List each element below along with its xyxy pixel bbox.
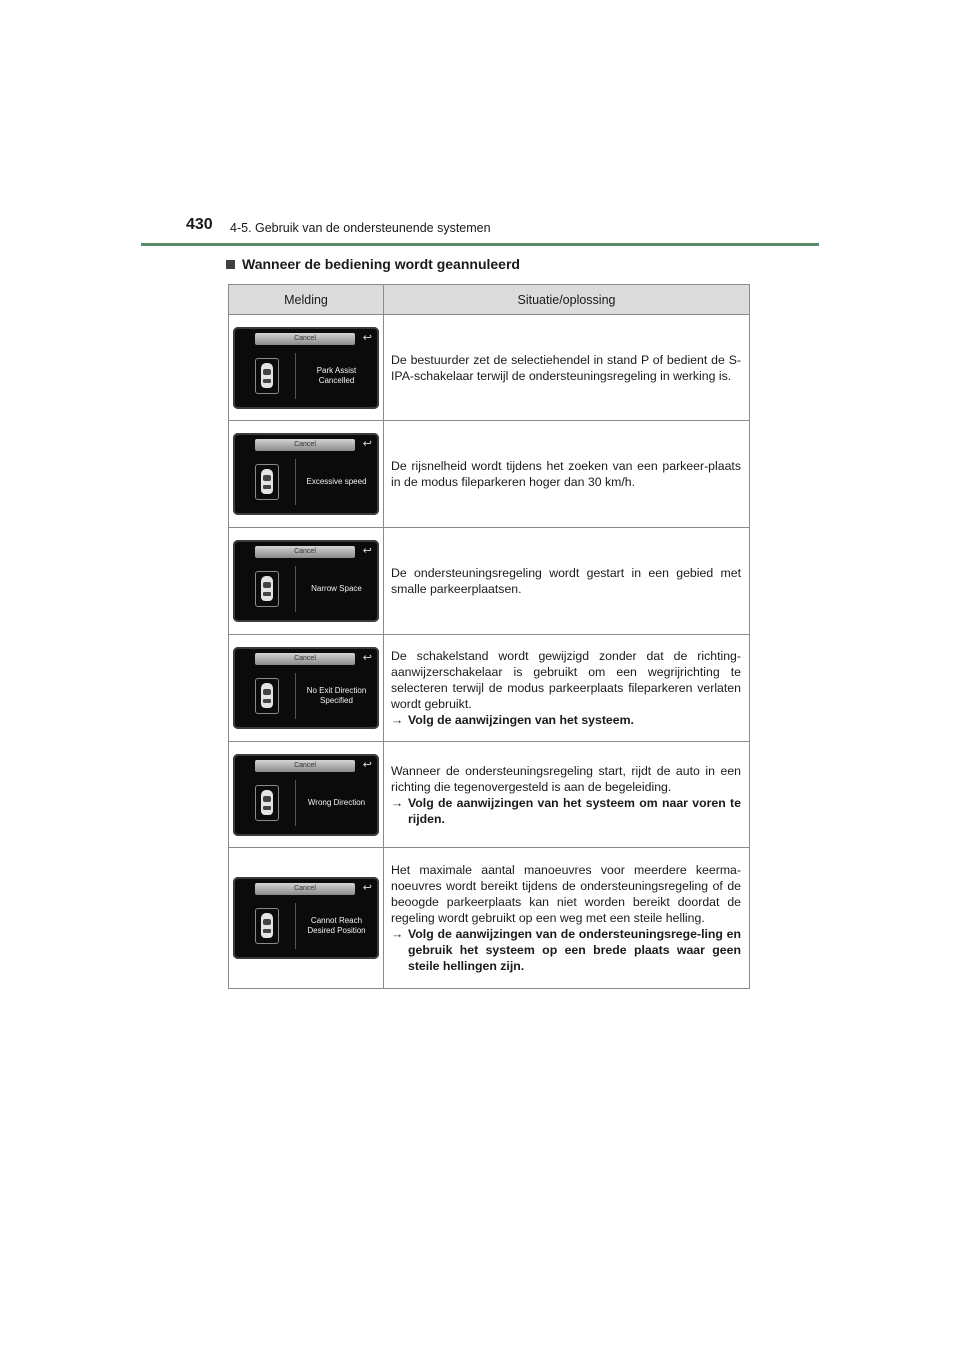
back-icon: ↩ (362, 545, 372, 557)
table-row (229, 848, 750, 989)
screen-message: Park Assist Cancelled (316, 365, 357, 385)
screen-message: Excessive speed (306, 477, 367, 486)
screen-message: Wrong Direction (307, 797, 366, 807)
section-heading-text: Wanneer de bediening wordt geannuleerd (242, 256, 520, 272)
situation-cell (384, 742, 750, 848)
car-icon (261, 576, 273, 601)
back-icon: ↩ (362, 882, 372, 894)
table-header-row (229, 285, 750, 315)
table-row (229, 421, 750, 528)
situation-text: De bestuurder zet de selectiehendel in stand P of bedient de S-IPA-schakelaar terwijl de ondersteuningsregeling in werking is. (391, 352, 741, 383)
display-screen (233, 754, 379, 836)
situation-cell (384, 315, 750, 421)
header-divider (141, 243, 819, 246)
situation-cell (384, 528, 750, 635)
chapter-title: 4-5. Gebruik van de ondersteunende systemen (230, 221, 491, 235)
action-text: Volg de aanwijzingen van het systeem om naar voren te rijden. (408, 795, 741, 826)
back-icon: ↩ (362, 652, 372, 664)
car-frame (255, 678, 279, 714)
display-screen (233, 540, 379, 622)
car-icon (261, 683, 273, 708)
car-frame (255, 908, 279, 944)
screen-cell (229, 635, 384, 742)
action-instruction (391, 795, 741, 827)
section-heading (226, 256, 520, 272)
arrow-icon: → (391, 795, 404, 810)
situation-cell (384, 848, 750, 989)
situation-text: De rijsnelheid wordt tijdens het zoeken van een parkeer-plaats in de modus fileparkeren hoger dan 30 km/h. (391, 459, 741, 489)
screen-cell (229, 528, 384, 635)
situation-text: De ondersteuningsregeling wordt gestart in een gebied met smalle parkeerplaatsen. (391, 566, 741, 596)
table-row (229, 315, 750, 421)
back-icon: ↩ (362, 331, 372, 344)
display-screen (233, 327, 379, 409)
car-icon (261, 790, 273, 815)
car-icon (261, 363, 273, 388)
situation-text: Het maximale aantal manoeuvres voor meerdere keerma-noeuvres wordt bereikt tijdens de ondersteuningsregeling of de beoogde parkeerplaats kan niet worden bereikt doordat de regeling wordt gebruikt op een weg met een steile helling. (391, 863, 741, 925)
table-row (229, 528, 750, 635)
car-icon (261, 913, 273, 938)
arrow-icon: → (391, 713, 404, 727)
car-icon (261, 469, 273, 494)
cancel-bar: Cancel (255, 439, 355, 451)
back-icon: ↩ (362, 438, 372, 450)
action-instruction (391, 926, 741, 974)
message-table (228, 284, 750, 989)
display-screen (233, 877, 379, 959)
action-text: Volg de aanwijzingen van het systeem. (408, 713, 634, 727)
situation-text: Wanneer de ondersteuningsregeling start, rijdt de auto in een richting die tegenovergesteld is aan de begeleiding. (391, 763, 741, 794)
screen-message: Cannot Reach Desired Position (307, 916, 366, 935)
display-screen (233, 647, 379, 729)
square-bullet-icon (226, 260, 235, 269)
car-frame (255, 464, 279, 500)
screen-message: Narrow Space (311, 584, 362, 593)
screen-cell (229, 742, 384, 848)
cancel-bar: Cancel (255, 883, 355, 895)
screen-cell (229, 848, 384, 989)
back-icon: ↩ (362, 758, 372, 771)
column-header-situatie: Situatie/oplossing (384, 285, 750, 315)
column-header-melding: Melding (229, 285, 384, 315)
car-frame (255, 358, 279, 394)
car-frame (255, 571, 279, 607)
cancel-bar: Cancel (255, 546, 355, 558)
car-frame (255, 785, 279, 821)
table-row (229, 635, 750, 742)
screen-message: No Exit Direction Specified (306, 686, 367, 705)
action-instruction (391, 712, 741, 728)
cancel-bar: Cancel (255, 653, 355, 665)
situation-cell (384, 421, 750, 528)
situation-cell (384, 635, 750, 742)
page-number: 430 (186, 216, 213, 233)
cancel-bar: Cancel (255, 760, 355, 772)
arrow-icon: → (391, 927, 404, 941)
cancel-bar: Cancel (255, 333, 355, 345)
screen-cell (229, 421, 384, 528)
action-text: Volg de aanwijzingen van de ondersteuningsrege-ling en gebruik het systeem op een brede plaats waar geen steile hellingen zijn. (408, 927, 741, 973)
table-row (229, 742, 750, 848)
display-screen (233, 433, 379, 515)
screen-cell (229, 315, 384, 421)
situation-text: De schakelstand wordt gewijzigd zonder dat de richting-aanwijzerschakelaar is gebruikt om een wegrijrichting te selecteren terwijl de modus parkeerplaats fileparkeren verlaten wordt gebruikt. (391, 649, 741, 711)
